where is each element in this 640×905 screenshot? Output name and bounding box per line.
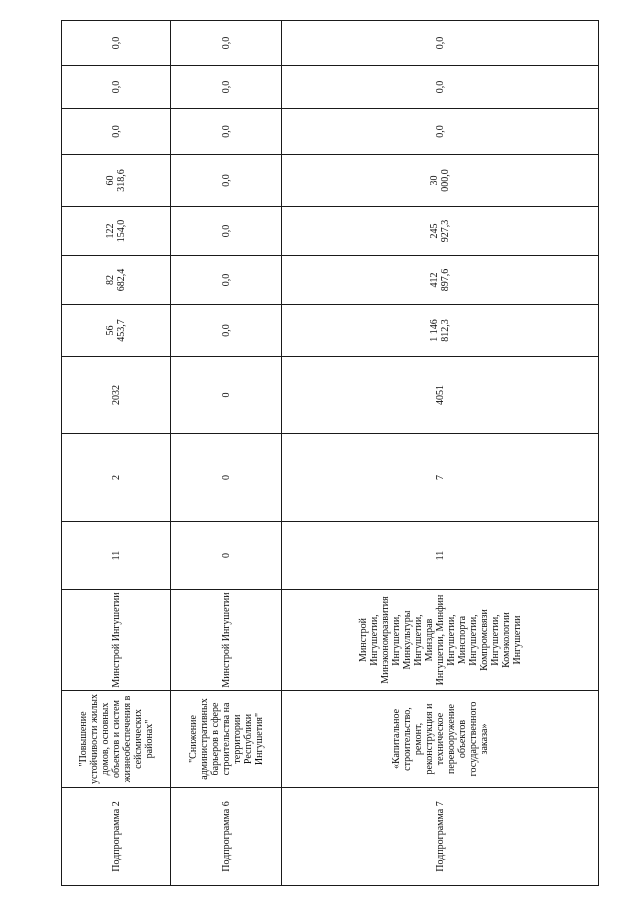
row-value: 0,0	[282, 66, 599, 109]
row-value: 11	[282, 522, 599, 590]
row-value: 0,0	[171, 207, 282, 256]
row-value-text: 82 682,4	[105, 268, 127, 292]
row-value-text: 56 453,7	[105, 319, 127, 342]
row-code: Подпрограмма 6	[171, 788, 282, 886]
row-name: "Повышение устойчивости жилых домов, основных объектов и систем жизнеобеспечения в сейсмических районах"	[62, 691, 171, 788]
table-row	[171, 21, 282, 886]
row-executor: Минстрой Ингушетии	[171, 590, 282, 691]
row-code: Подпрограмма 2	[62, 788, 171, 886]
row-value-text: 60 318,6	[105, 169, 127, 192]
table-row	[62, 21, 171, 886]
row-value	[62, 305, 171, 357]
row-value-text: 245 927,3	[429, 219, 451, 243]
row-value: 0	[171, 434, 282, 522]
row-value	[62, 207, 171, 256]
row-value: 0,0	[282, 109, 599, 155]
row-value: 7	[282, 434, 599, 522]
row-value: 2	[62, 434, 171, 522]
row-value	[282, 207, 599, 256]
row-name: "Снижение административных барьеров в сфере строительства на территории Республики Ингушетия"	[171, 691, 282, 788]
row-value	[282, 155, 599, 207]
row-value: 0	[171, 357, 282, 434]
row-value: 4051	[282, 357, 599, 434]
row-value	[62, 256, 171, 305]
row-value: 2032	[62, 357, 171, 434]
row-value: 0,0	[282, 21, 599, 66]
subprogram-budget-table	[61, 20, 599, 886]
row-value-text: 122 154,0	[105, 219, 127, 243]
row-value	[282, 256, 599, 305]
row-value: 0,0	[171, 66, 282, 109]
row-value-text: 30 000,0	[429, 169, 451, 192]
row-value	[62, 155, 171, 207]
row-value: 0,0	[171, 305, 282, 357]
row-value-text: 1 146 812,3	[429, 319, 451, 342]
row-executor: Минстрой Ингушетии	[62, 590, 171, 691]
row-value: 0,0	[62, 66, 171, 109]
table-row	[282, 21, 599, 886]
row-value: 0,0	[62, 21, 171, 66]
row-code: Подпрограмма 7	[282, 788, 599, 886]
row-value: 0,0	[171, 109, 282, 155]
row-value-text: 412 897,6	[429, 268, 451, 292]
row-value: 0,0	[62, 109, 171, 155]
row-value	[282, 305, 599, 357]
row-value: 11	[62, 522, 171, 590]
row-value: 0,0	[171, 21, 282, 66]
row-executor: Минстрой Ингушетии, Минэкономразвития Ингушетии, Минкультуры Ингушетии, Минздрав Ингушетии, Минфин Ингушетии, Минспорта Ингушетии, Компромсвязи Ингушетии, Комэкологии Ингушетии	[282, 590, 599, 691]
row-name: «Капитальное строительство, ремонт, реконструкция и техническое перевооружение объектов государственного заказа»	[282, 691, 599, 788]
row-value: 0	[171, 522, 282, 590]
row-value: 0,0	[171, 155, 282, 207]
rotated-page	[61, 21, 598, 886]
row-value: 0,0	[171, 256, 282, 305]
